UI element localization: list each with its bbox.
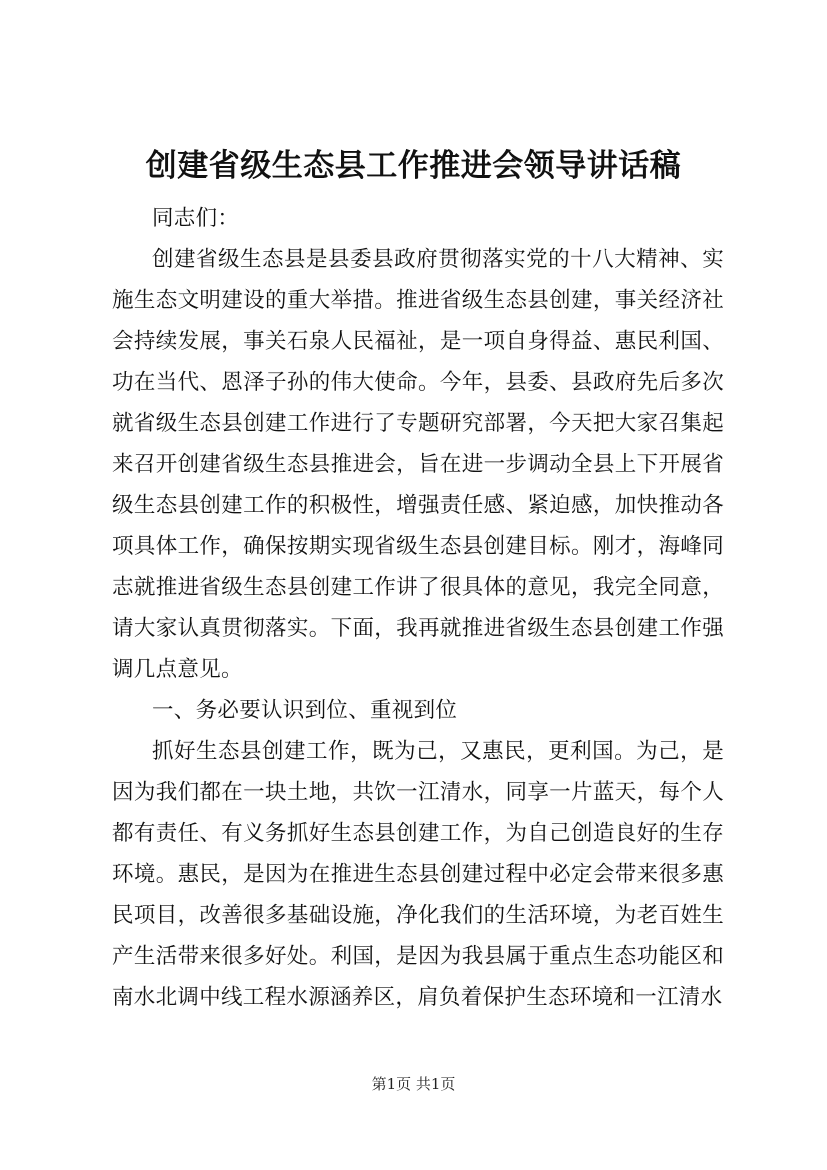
page-footer: 第1页 共1页 [371,1075,456,1093]
document-body [112,198,724,1018]
section-heading: 一、务必要认识到位、重视到位 [152,698,458,723]
salutation: 同志们： [152,206,240,231]
document-title: 创建省级生态县工作推进会领导讲话稿 [145,148,682,184]
section-paragraph: 抓好生态县创建工作，既为己，又惠民，更利国。为己，是因为我们都在一块土地，共饮一江清水，同享一片蓝天，每个人都有责任、有义务抓好生态县创建工作，为自己创造良好的生存环境。惠民，是因为在推进生态县创建过程中必定会带来很多惠民项目，改善很多基础设施，净化我们的生活环境，为老百姓生产生活带来很多好处。利国，是因为我县属于重点生态功能区和南水北调中线工程水源涵养区，肩负着保护生态环境和一江清水 [112,739,724,1010]
intro-paragraph: 创建省级生态县是县委县政府贯彻落实党的十八大精神、实施生态文明建设的重大举措。推进省级生态县创建，事关经济社会持续发展，事关石泉人民福祉，是一项自身得益、惠民利国、功在当代、恩泽子孙的伟大使命。今年，县委、县政府先后多次就省级生态县创建工作进行了专题研究部署，今天把大家召集起来召开创建省级生态县推进会，旨在进一步调动全县上下开展省级生态县创建工作的积极性，增强责任感、紧迫感，加快推动各项具体工作，确保按期实现省级生态县创建目标。刚才，海峰同志就推进省级生态县创建工作讲了很具体的意见，我完全同意，请大家认真贯彻落实。下面，我再就推进省级生态县创建工作强调几点意见。 [112,247,724,682]
